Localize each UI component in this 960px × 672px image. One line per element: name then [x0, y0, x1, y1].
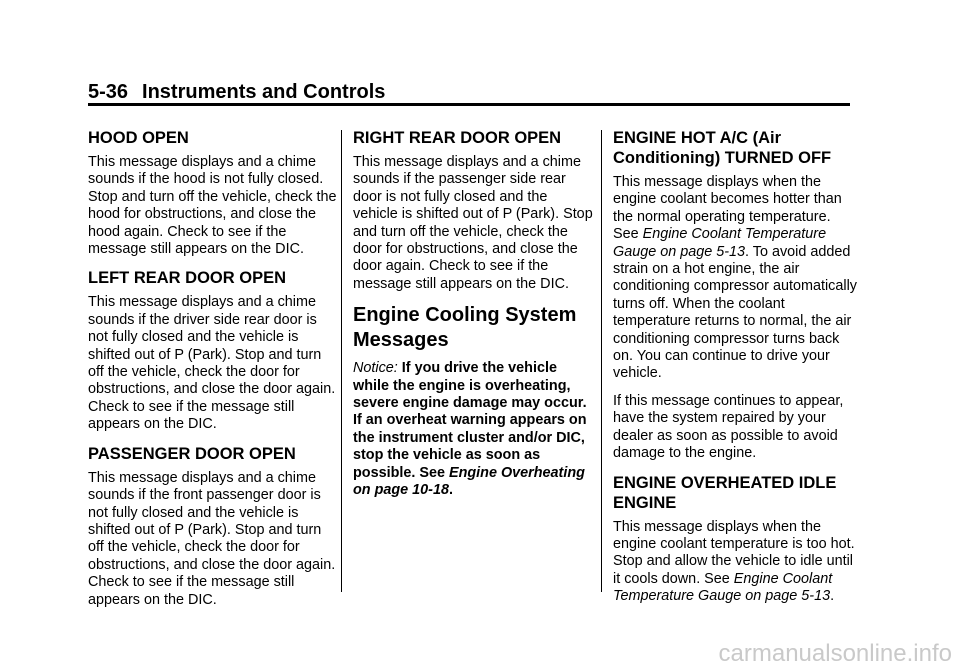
- engine-hot-ac-text-1: This message displays when the engine coolant becomes hotter than the normal operating temperature. See: [613, 174, 842, 243]
- left-rear-door-heading: LEFT REAR DOOR OPEN: [88, 269, 287, 288]
- watermark: carmanualsonline.info: [718, 640, 952, 667]
- engine-overheated-heading: ENGINE OVERHEATED IDLE ENGINE: [613, 473, 837, 512]
- notice-text: If you drive the vehicle while the engine is overheating, severe engine damage may occur. If an overheat warning appears on the instrument cluster and/or DIC, stop the vehicle as soon as possible. See: [353, 360, 587, 481]
- passenger-door-text: This message displays and a chime sounds if the front passenger door is not fully closed and the vehicle is shifted out of P (Park). Stop and turn off the vehicle, check the door for obstructions, and close the door again. Check to see if the message still appears on the DIC.: [88, 469, 336, 608]
- page-number: 5-36: [88, 81, 129, 103]
- engine-hot-ac-heading: ENGINE HOT A/C (Air Conditioning) TURNED OFF: [613, 129, 832, 167]
- notice-paragraph: [353, 360, 593, 499]
- header-rule: [88, 103, 850, 106]
- coolant-gauge-reference-2[interactable]: Engine Coolant Temperature Gauge on page 5-13: [613, 570, 833, 605]
- right-rear-door-text: This message displays and a chime sounds if the passenger side rear door is not fully closed and the vehicle is shifted out of P (Park). Stop and turn off the vehicle, check the door for obstructions, and close the door again. Check to see if the message still appears on the DIC.: [353, 154, 593, 292]
- engine-overheated-end: .: [830, 588, 835, 605]
- hood-open-heading: HOOD OPEN: [88, 129, 189, 147]
- column-1: [88, 128, 338, 619]
- page-header: [88, 80, 850, 104]
- left-rear-door-text: This message displays and a chime sounds if the driver side rear door is not fully closed and the vehicle is shifted out of P (Park). Stop and turn off the vehicle, check the door for obstructions, and close the door again. Check to see if the message still appears on the DIC.: [88, 294, 336, 433]
- engine-hot-ac-text-2: . To avoid added strain on a hot engine, the air conditioning compressor automatically turns off. When the coolant temperature returns to normal, the air conditioning compressor turns back on. You can continue to drive your vehicle.: [613, 243, 857, 382]
- section-title: Instruments and Controls: [142, 81, 386, 103]
- engine-hot-ac-text-3: If this message continues to appear, have the system repaired by your dealer as soon as possible to avoid damage to the engine.: [613, 392, 844, 462]
- notice-end: .: [448, 482, 453, 499]
- engine-hot-ac-text: [613, 174, 858, 383]
- hood-open-text: This message displays and a chime sounds if the hood is not fully closed. Stop and turn off the vehicle, check the hood for obstructions, and close the hood again. Check to see if the message still appears on the DIC.: [88, 154, 337, 258]
- passenger-door-heading: PASSENGER DOOR OPEN: [88, 444, 296, 463]
- column-divider-1: [341, 130, 342, 592]
- notice-label: Notice:: [353, 360, 398, 377]
- engine-overheated-text: [613, 519, 858, 606]
- notice-cross-reference[interactable]: Engine Overheating on page 10-18: [353, 464, 585, 499]
- column-2: [353, 128, 593, 510]
- column-3: [613, 128, 858, 616]
- coolant-gauge-reference-1[interactable]: Engine Coolant Temperature Gauge on page 5-13: [613, 226, 827, 260]
- right-rear-door-heading: RIGHT REAR DOOR OPEN: [353, 129, 562, 147]
- column-divider-2: [601, 130, 602, 592]
- engine-overheated-text-1: This message displays when the engine coolant temperature is too hot. Stop and allow the vehicle to idle until it cools down. See: [613, 518, 855, 587]
- engine-cooling-section-heading: Engine Cooling System Messages: [353, 304, 577, 352]
